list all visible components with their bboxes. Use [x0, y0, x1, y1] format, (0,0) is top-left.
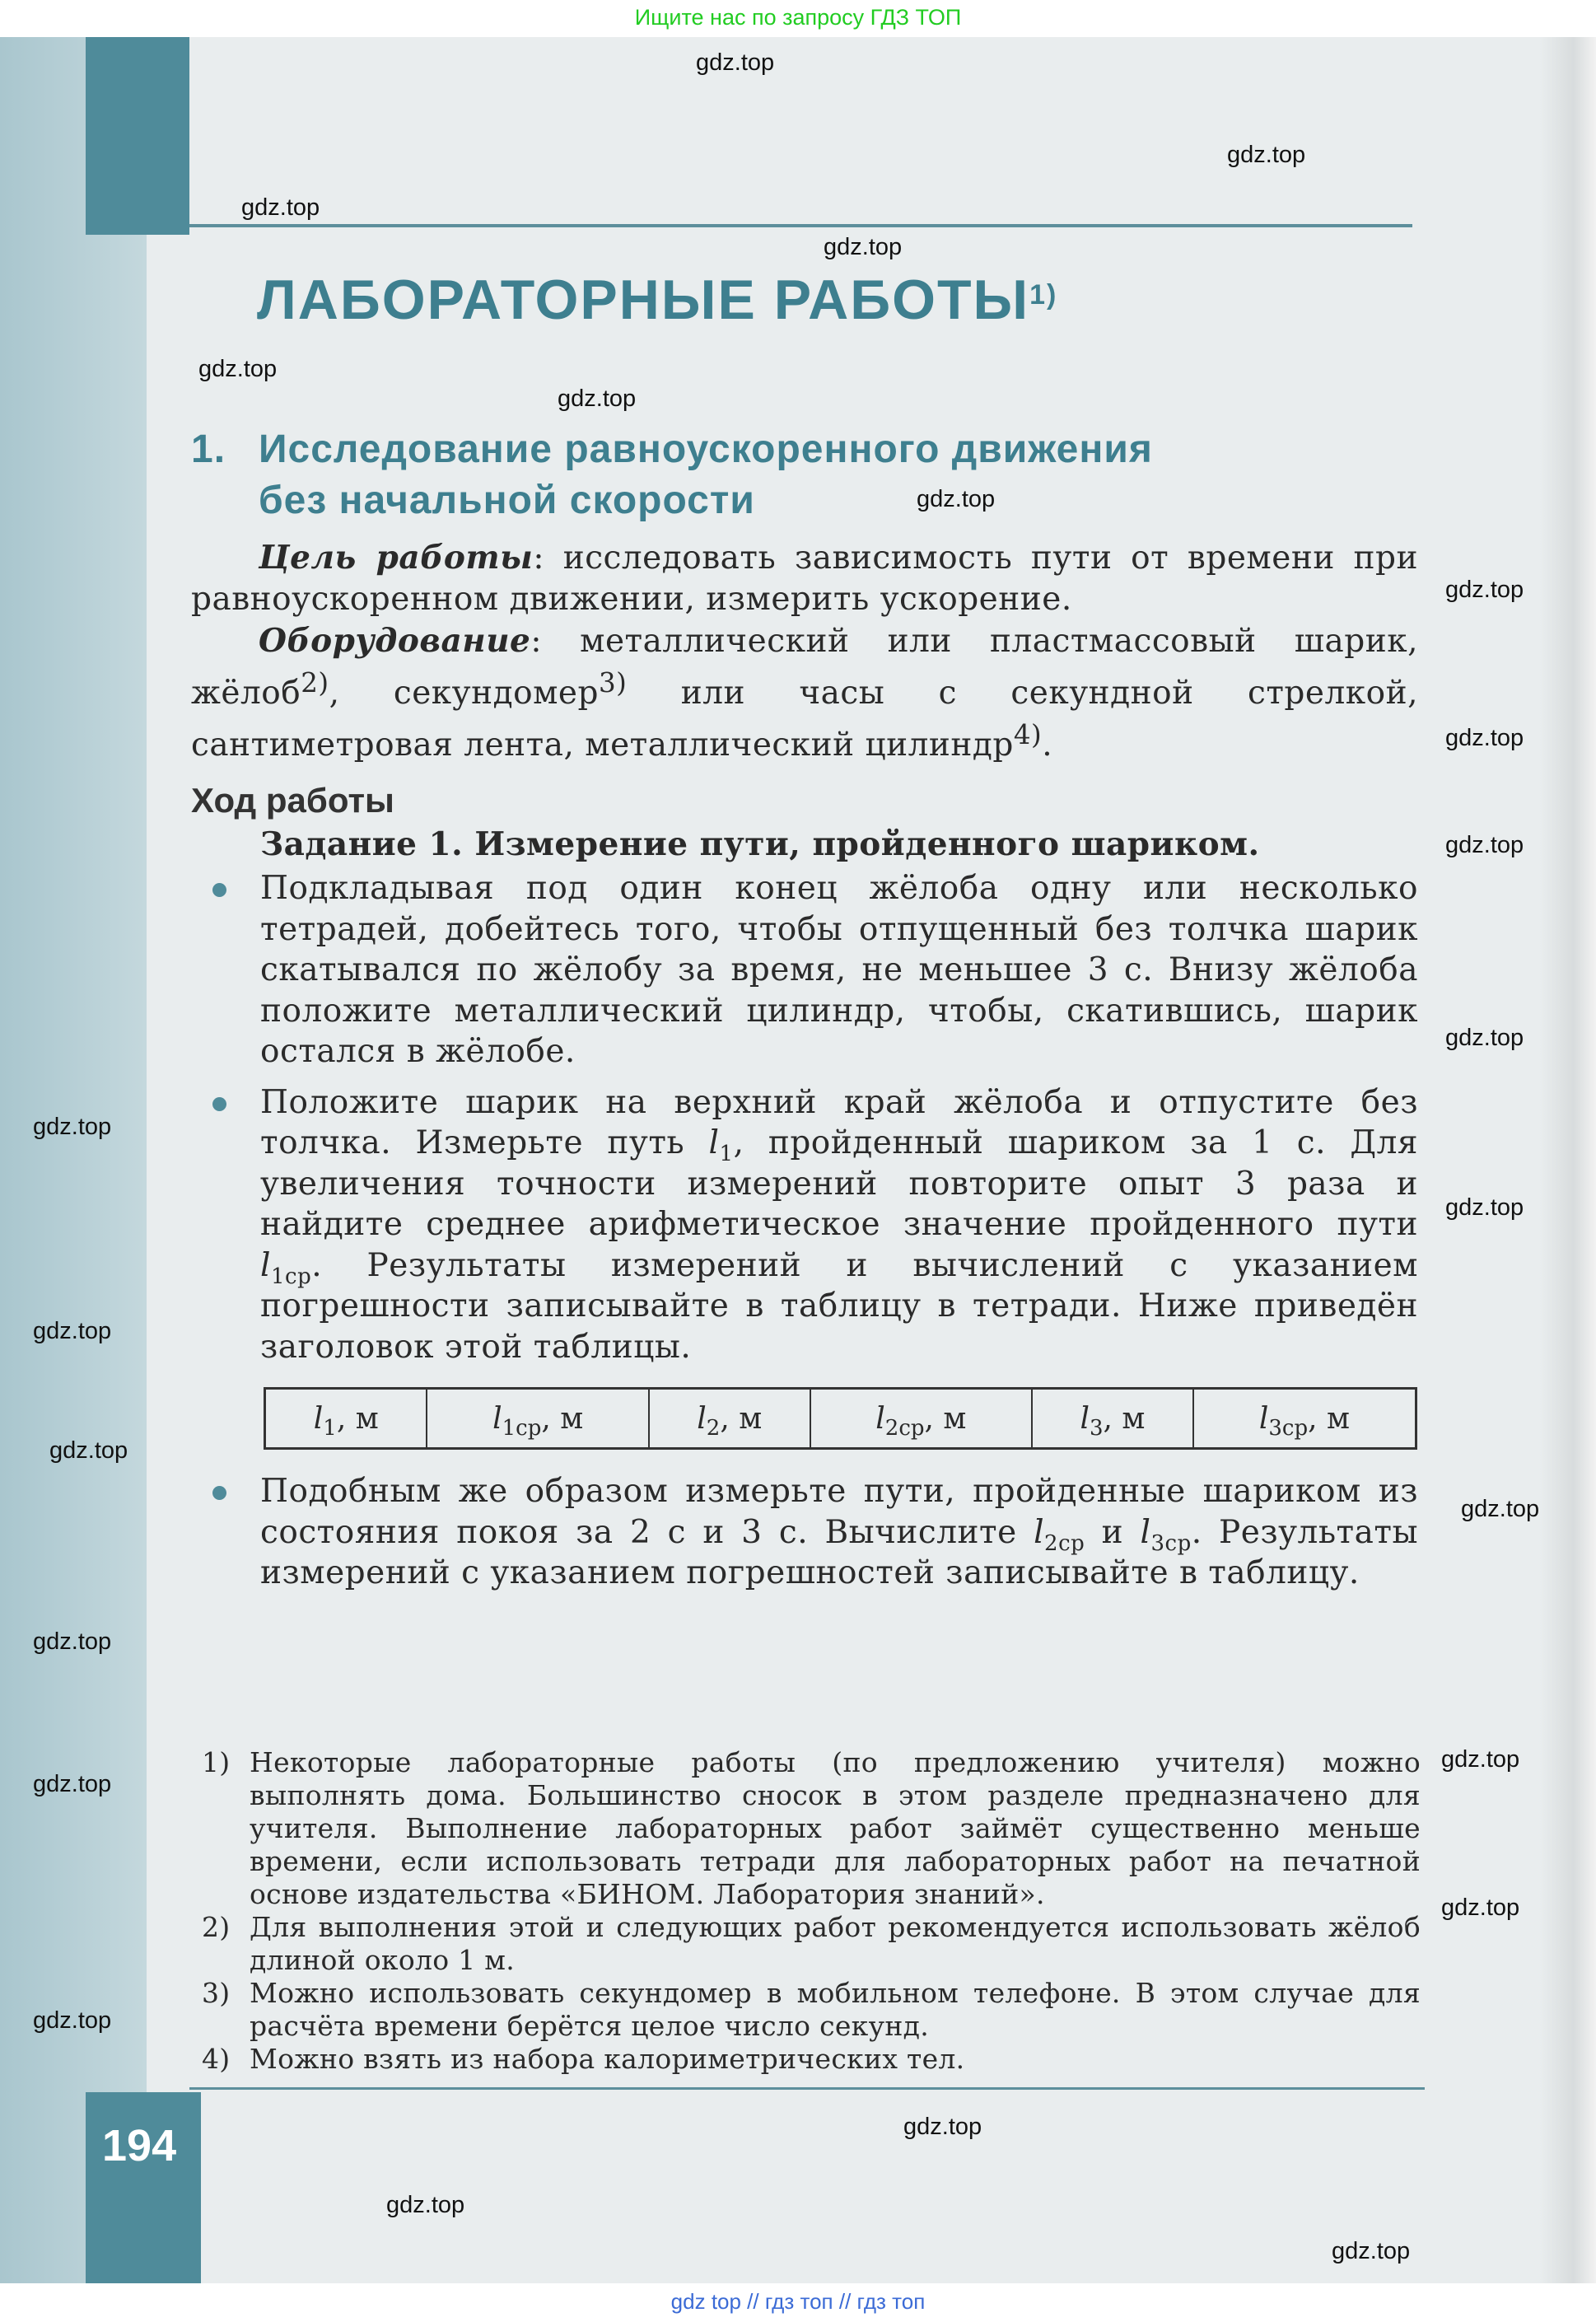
equipment-text: , секундомер: [329, 675, 599, 712]
watermark: gdz.top: [1461, 1496, 1540, 1522]
lab-title: [191, 424, 1153, 526]
header-rule: [189, 224, 1412, 227]
watermark: gdz.top: [558, 385, 637, 412]
footnote-number: 2): [202, 1911, 231, 1943]
bullet-text: Положите шарик на верхний край жёлоба и отпустите без толчка. Измерьте путь: [260, 1083, 1418, 1161]
watermark: gdz.top: [33, 1628, 112, 1655]
footnote-ref: 1): [1029, 279, 1058, 311]
column-l3cp: $l_{3ср}$, м: [1193, 1389, 1416, 1449]
equipment-label: Оборудование: [259, 622, 531, 660]
watermark: gdz.top: [1445, 577, 1524, 603]
footer-links[interactable]: gdz top // гдз топ // гдз топ: [670, 2289, 926, 2314]
column-l1: $l_1$, м: [265, 1389, 427, 1449]
watermark: gdz.top: [241, 194, 320, 221]
variable-l: l: [1140, 1513, 1151, 1551]
footnote-ref: 4): [1013, 719, 1043, 750]
bullet-icon: [212, 883, 226, 897]
column-l2cp: $l_{2ср}$, м: [810, 1389, 1032, 1449]
bullet-text: и: [1085, 1513, 1141, 1551]
top-banner: [0, 0, 1596, 37]
goal-label: Цель работы: [259, 539, 534, 577]
bullet-text: . Результаты измерений и вычислений с указанием погрешности записывайте в таблицу в тетради. Ниже приведён заголовок этой таблицы.: [260, 1246, 1418, 1366]
bullet-paragraph-2: [260, 1082, 1418, 1368]
watermark: gdz.top: [386, 2192, 465, 2218]
watermark: gdz.top: [1445, 725, 1524, 751]
watermark: gdz.top: [33, 1318, 112, 1344]
equipment-text: .: [1042, 727, 1053, 764]
footnote-4: [202, 2043, 1421, 2076]
footer-rule: [189, 2087, 1425, 2090]
footnote-text: Для выполнения этой и следующих работ рекомендуется использовать жёлоб длиной около 1 м.: [250, 1911, 1421, 1976]
section-title: [257, 268, 1057, 332]
variable-l: l: [260, 1246, 271, 1284]
footer-bar: [0, 2283, 1596, 2322]
footnote-1: [202, 1746, 1421, 1911]
bullet-icon: [212, 1097, 226, 1111]
footnote-ref: 3): [598, 667, 628, 698]
column-l3: $l_3$, м: [1032, 1389, 1193, 1449]
equipment-text: : металлический или пластмассовый шарик, жёлоб: [191, 623, 1418, 712]
bullet-text: , пройденный шариком за 1 с. Для увеличения точности измерений повторите опыт 3 раза и найдите среднее арифметическое значение пройденного пути: [260, 1124, 1418, 1243]
bullet-icon: [212, 1486, 226, 1500]
subscript: 2ср: [1044, 1530, 1085, 1556]
watermark: gdz.top: [33, 1114, 112, 1140]
watermark: gdz.top: [1227, 142, 1306, 168]
footnote-3: [202, 1977, 1421, 2043]
footnote-text: Можно взять из набора калориметрических тел.: [250, 2043, 965, 2075]
goal-paragraph: [191, 537, 1418, 620]
footnotes: [202, 1746, 1421, 2076]
banner-text: Ищите нас по запросу ГДЗ ТОП: [634, 5, 962, 30]
progress-heading: Ход работы: [191, 781, 394, 820]
bullet-paragraph-3: [260, 1471, 1418, 1594]
column-l2: $l_2$, м: [649, 1389, 810, 1449]
watermark: gdz.top: [33, 1771, 112, 1797]
watermark: gdz.top: [917, 486, 996, 512]
watermark: gdz.top: [903, 2114, 982, 2140]
variable-l: l: [708, 1124, 720, 1161]
watermark: gdz.top: [198, 356, 278, 382]
header-color-block: [86, 37, 189, 235]
variable-l: l: [1034, 1513, 1045, 1551]
bullet-text: . Результаты измерений с указанием погрешностей записывайте в таблицу.: [260, 1513, 1418, 1591]
column-l1cp: $l_{1ср}$, м: [427, 1389, 648, 1449]
footnote-number: 3): [202, 1977, 231, 2009]
watermark: gdz.top: [1445, 1025, 1524, 1051]
footnote-ref: 2): [301, 667, 329, 698]
footnote-text: Можно использовать секундомер в мобильном телефоне. В этом случае для расчёта времени берётся целое число секунд.: [250, 1977, 1421, 2042]
footnote-2: [202, 1911, 1421, 1977]
main-content: [191, 537, 1418, 1594]
task-heading: Задание 1. Измерение пути, пройденного шариком.: [260, 825, 1260, 863]
measurement-table-header: [264, 1387, 1417, 1450]
watermark: gdz.top: [1445, 1194, 1524, 1221]
footnote-number: 1): [202, 1746, 231, 1778]
lab-title-line2: без начальной скорости: [259, 479, 755, 522]
watermark: gdz.top: [1441, 1746, 1520, 1773]
equipment-text: или часы с секундной стрелкой, сантиметровая лента, металлический цилиндр: [191, 675, 1418, 764]
subscript: 1ср: [270, 1264, 312, 1289]
watermark: gdz.top: [824, 234, 903, 260]
lab-title-line1: Исследование равноускоренного движения: [259, 427, 1153, 471]
watermark: gdz.top: [33, 2007, 112, 2034]
subscript: 3ср: [1150, 1530, 1192, 1556]
watermark: gdz.top: [49, 1437, 128, 1464]
watermark: gdz.top: [1445, 832, 1524, 858]
bullet-paragraph-1: [260, 868, 1418, 1072]
left-margin-strip: [0, 37, 147, 2283]
page-number: 194: [102, 2121, 177, 2170]
goal-text: : исследовать зависимость пути от времени при равноускоренном движении, измерить ускорение.: [191, 540, 1418, 618]
bullet-text: Подобным же образом измерьте пути, пройденные шариком из состояния покоя за 2 с и 3 с. Вычислите: [260, 1473, 1418, 1551]
equipment-paragraph: [191, 620, 1418, 766]
page-edge: [1540, 37, 1596, 2283]
watermark: gdz.top: [1441, 1895, 1520, 1921]
section-title-text: ЛАБОРАТОРНЫЕ РАБОТЫ: [257, 269, 1030, 331]
footnote-text: Некоторые лабораторные работы (по предложению учителя) можно выполнять дома. Большинство сносок в этом разделе предназначено для учителя. Выполнение лабораторных работ займёт существенно меньше времени, если использовать тетради для лабораторных работ на печатной основе издательства «БИНОМ. Лаборатория знаний».: [250, 1746, 1421, 1910]
watermark: gdz.top: [696, 49, 775, 76]
footnote-number: 4): [202, 2043, 231, 2075]
lab-number: 1.: [191, 427, 226, 471]
watermark: gdz.top: [1332, 2238, 1411, 2264]
subscript: 1: [719, 1141, 734, 1166]
bullet-text: Подкладывая под один конец жёлоба одну или несколько тетрадей, добейтесь того, чтобы отпущенный без толчка шарик скатывался по жёлобу за время, не меньшее 3 с. Внизу жёлоба положите металлический цилиндр, чтобы, скатившись, шарик остался в жёлобе.: [260, 870, 1418, 1070]
